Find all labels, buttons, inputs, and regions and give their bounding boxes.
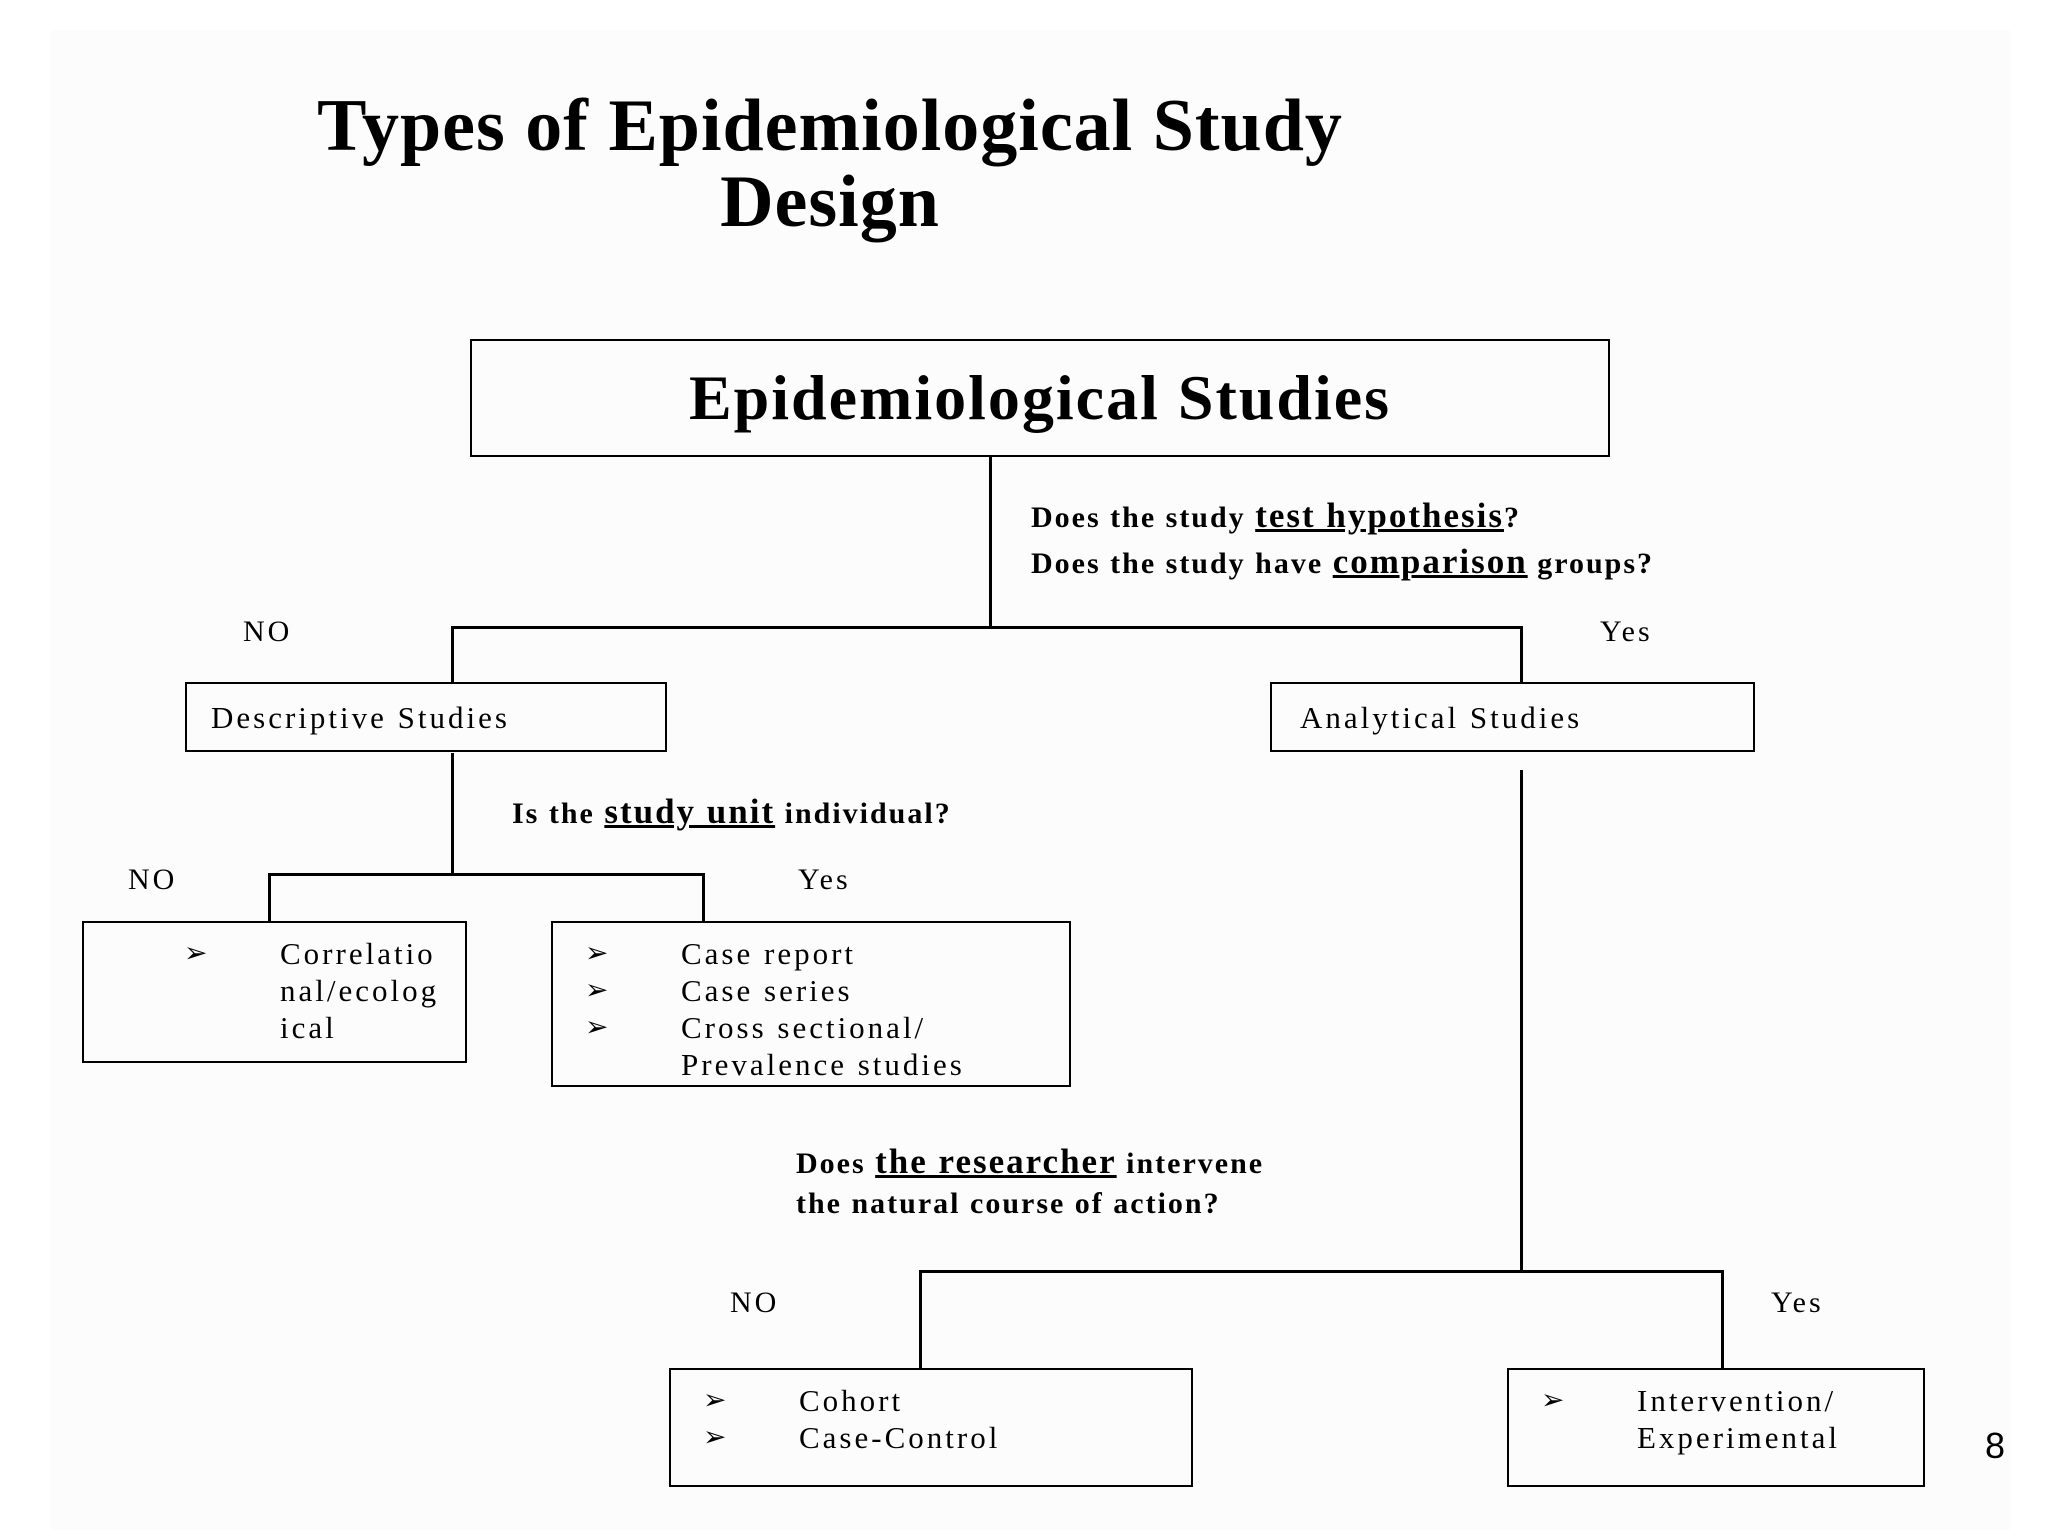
emphasis-the-researcher: the researcher [875,1142,1117,1181]
node-intervention-experimental [1507,1368,1925,1487]
branch-yes-analytical: Yes [1600,615,1653,648]
connector-root-down [989,457,992,627]
question-line-1: Does the researcher intervene [796,1142,1265,1181]
emphasis-study-unit: study unit [604,792,776,831]
question-line-2: Does the study have comparison groups? [1031,542,1655,581]
slide-content-area [50,30,2010,1530]
title-line-1: Types of Epidemiological Study [317,85,1343,167]
connector-level2-horizontal [268,873,705,876]
correlational-line-2: nal/ecolog [280,973,440,1008]
question-line-2: the natural course of action? [796,1187,1221,1220]
node-analytical-label: Analytical Studies [1300,700,1583,735]
list-item: ➢ Case report [585,935,1069,972]
page-title [160,85,1500,243]
root-node-epidemiological-studies [470,339,1610,457]
title-line-2: Design [720,161,940,243]
emphasis-test-hypothesis: test hypothesis [1255,496,1504,535]
node-descriptive-label: Descriptive Studies [211,700,510,735]
list-item: ➢ Cohort [703,1382,1191,1419]
connector-analytical-down [1520,770,1523,1272]
arrow-bullet-icon [585,972,645,1009]
question-study-unit: Is the study unit individual? [512,792,952,831]
arrow-bullet-icon [703,1419,763,1456]
list-item: ➢ Case series [585,972,1069,1009]
question-line-1: Does the study test hypothesis? [1031,496,1521,535]
list-item [184,935,465,1046]
connector-to-correlational [268,873,271,923]
arrow-bullet-icon [585,935,645,972]
arrow-bullet-icon [703,1382,763,1419]
connector-to-intervention [1721,1270,1724,1368]
branch-yes-individual: Yes [798,863,851,896]
connector-descriptive-down [451,753,454,875]
branch-no-correlational: NO [128,863,178,896]
arrow-bullet-icon [585,1009,645,1046]
arrow-bullet-icon [1541,1382,1601,1419]
correlational-line-3: ical [280,1010,337,1045]
emphasis-comparison: comparison [1332,542,1528,581]
node-individual-designs [551,921,1071,1087]
node-observational-designs [669,1368,1193,1487]
intervention-line-2: Experimental [1637,1420,1840,1455]
node-analytical-studies [1270,682,1755,752]
node-descriptive-studies [185,682,667,752]
intervention-line-1: Intervention/ [1637,1383,1837,1418]
connector-level3-horizontal [919,1270,1724,1273]
connector-to-individual [702,873,705,923]
connector-level1-horizontal [451,626,1523,629]
connector-to-descriptive [451,626,454,684]
connector-to-analytical [1520,626,1523,684]
question-researcher-intervene [796,1142,1264,1224]
list-item [1541,1382,1923,1456]
page-number: 8 [1985,1425,2006,1466]
root-node-label: Epidemiological Studies [688,362,1392,433]
node-correlational [82,921,467,1063]
list-item: ➢ Case-Control [703,1419,1191,1456]
branch-no-observational: NO [730,1286,780,1319]
connector-to-observational [919,1270,922,1368]
question-test-hypothesis [1031,494,1654,586]
correlational-line-1: Correlatio [280,936,436,971]
intervention-list [1541,1382,1923,1456]
list-item: ➢ Cross sectional/ [585,1009,1069,1046]
arrow-bullet-icon [184,935,244,972]
branch-yes-intervention: Yes [1771,1286,1824,1319]
observational-list [703,1382,1191,1456]
list-item-continuation: Prevalence studies [681,1047,965,1082]
individual-designs-list [585,935,1069,1083]
correlational-list [184,935,465,1046]
branch-no-descriptive: NO [243,615,293,648]
